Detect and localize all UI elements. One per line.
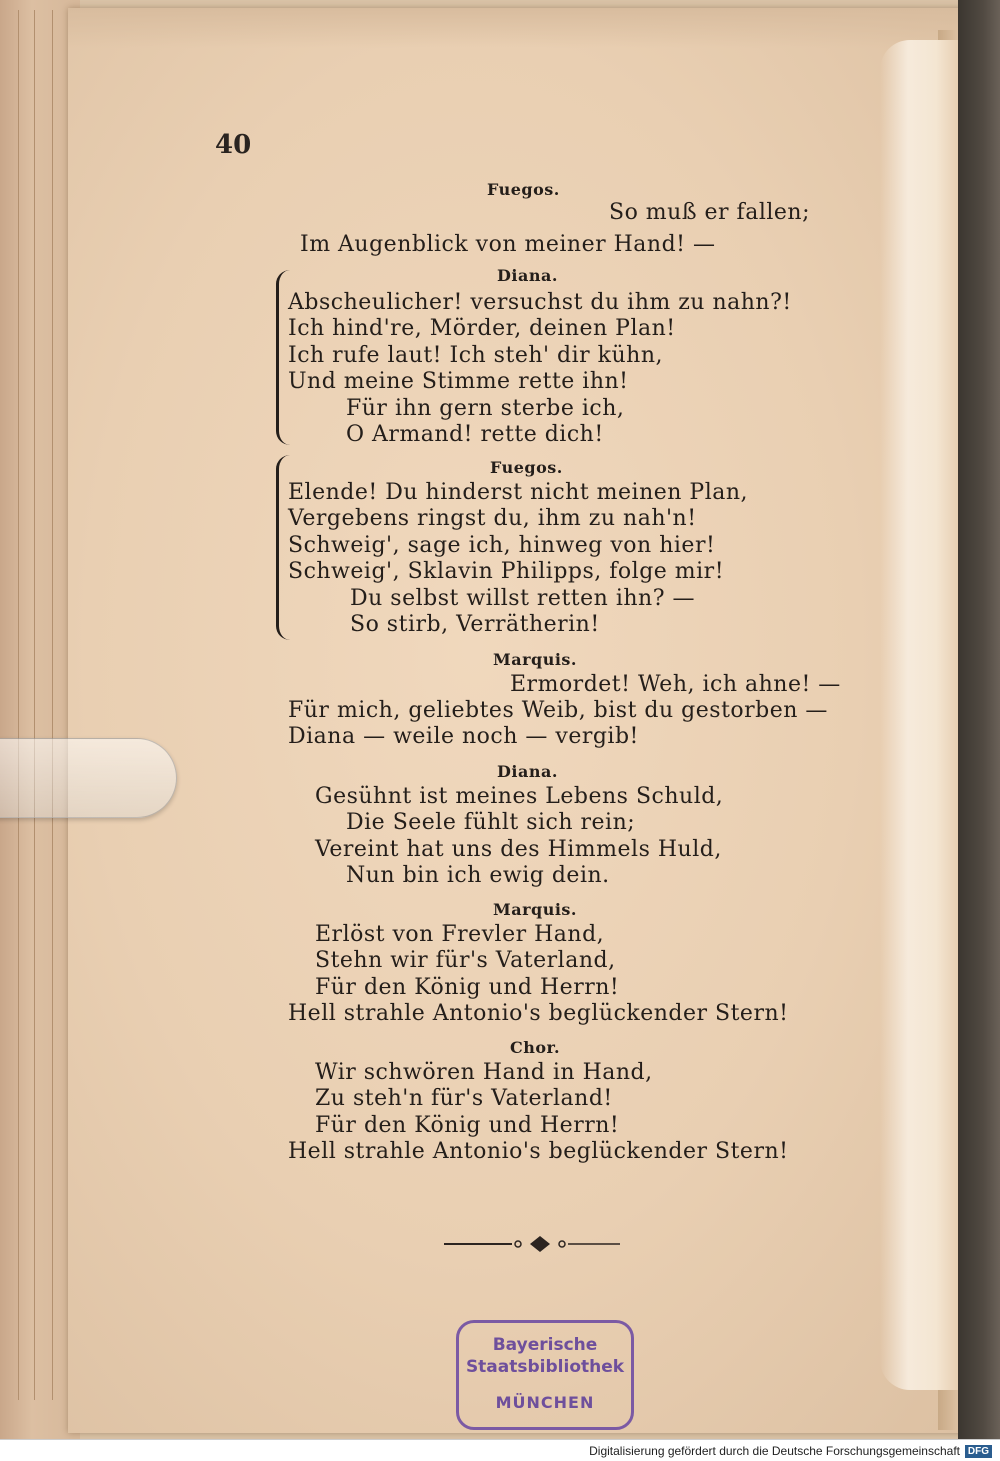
verse-line: Für den König und Herrn!: [315, 975, 620, 1000]
speaker-name: Diana.: [497, 762, 558, 781]
stamp-line-2: Staatsbibliothek: [465, 1357, 625, 1377]
verse-line: Elende! Du hinderst nicht meinen Plan,: [288, 480, 749, 505]
verse-line: Ich rufe laut! Ich steh' dir kühn,: [288, 343, 664, 368]
stamp-line-1: Bayerische: [492, 1335, 598, 1355]
verse-line: Du selbst willst retten ihn? —: [350, 586, 695, 611]
library-stamp: [456, 1320, 634, 1430]
verse-line: Ermordet! Weh, ich ahne! —: [510, 672, 841, 697]
verse-line: O Armand! rette dich!: [346, 422, 604, 447]
left-brace-bottom: [276, 455, 295, 640]
dfg-logo: DFG: [965, 1445, 992, 1458]
page-number: 40: [215, 130, 252, 160]
page-top-shadow: [68, 8, 968, 48]
verse-line: Abscheulicher! versuchst du ihm zu nahn?!: [288, 290, 792, 315]
verse-line: So stirb, Verrätherin!: [350, 612, 600, 637]
verse-line: Hell strahle Antonio's beglückender Stern!: [288, 1001, 789, 1026]
torn-page-edge: [880, 40, 960, 1390]
verse-line: Schweig', sage ich, hinweg von hier!: [288, 533, 716, 558]
scanner-background: [958, 0, 1000, 1440]
verse-line: Ich hind're, Mörder, deinen Plan!: [288, 316, 676, 341]
footer-credit: Digitalisierung gefördert durch die Deutsche Forschungsgemeinschaft: [589, 1444, 960, 1458]
verse-line: Vereint hat uns des Himmels Huld,: [315, 837, 722, 862]
verse-line: Für ihn gern sterbe ich,: [346, 396, 625, 421]
verse-line: Schweig', Sklavin Philipps, folge mir!: [288, 559, 725, 584]
left-brace-top: [276, 270, 295, 445]
verse-line: Hell strahle Antonio's beglückender Stern!: [288, 1139, 789, 1164]
verse-line: Im Augenblick von meiner Hand! —: [300, 232, 716, 257]
ornament-divider: [442, 1232, 622, 1256]
verse-line: Für mich, geliebtes Weib, bist du gestorben —: [288, 698, 828, 723]
verse-line: Nun bin ich ewig dein.: [346, 863, 610, 888]
bookmark-tab: [0, 738, 177, 818]
verse-line: Die Seele fühlt sich rein;: [346, 810, 636, 835]
speaker-name: Diana.: [497, 266, 558, 285]
speaker-name: Marquis.: [493, 900, 577, 919]
speaker-name: Fuegos.: [487, 180, 560, 199]
speaker-name: Fuegos.: [490, 458, 563, 477]
verse-line: Zu steh'n für's Vaterland!: [315, 1086, 613, 1111]
footer-bar: [0, 1439, 1000, 1461]
speaker-name: Marquis.: [493, 650, 577, 669]
verse-line: Gesühnt ist meines Lebens Schuld,: [315, 784, 724, 809]
speaker-name: Chor.: [510, 1038, 561, 1057]
verse-line: Und meine Stimme rette ihn!: [288, 369, 629, 394]
verse-line: Stehn wir für's Vaterland,: [315, 948, 616, 973]
verse-line: Erlöst von Frevler Hand,: [315, 922, 605, 947]
verse-line: So muß er fallen;: [609, 200, 810, 225]
verse-line: Diana — weile noch — vergib!: [288, 724, 639, 749]
verse-line: Für den König und Herrn!: [315, 1113, 620, 1138]
stamp-line-3: MÜNCHEN: [495, 1393, 595, 1412]
verse-line: Vergebens ringst du, ihm zu nah'n!: [288, 506, 697, 531]
verse-line: Wir schwören Hand in Hand,: [315, 1060, 653, 1085]
